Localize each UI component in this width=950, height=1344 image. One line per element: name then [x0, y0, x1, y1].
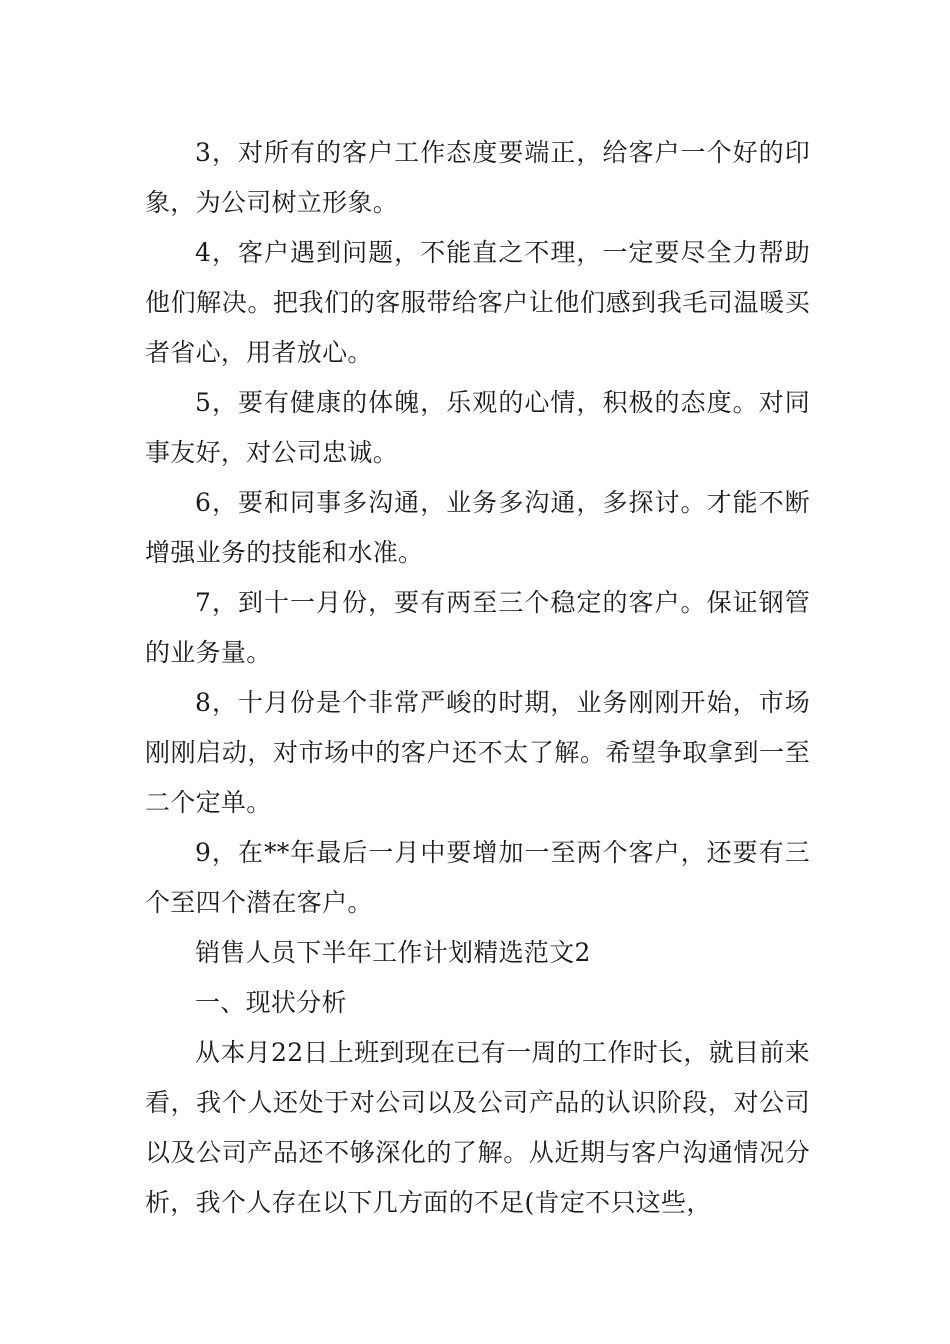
paragraph-item-6: 6，要和同事多沟通，业务多沟通，多探讨。才能不断增强业务的技能和水准。 — [145, 488, 810, 567]
paragraph-item-9: 9，在**年最后一月中要增加一至两个客户，还要有三个至四个潜在客户。 — [145, 838, 810, 917]
document-body — [145, 128, 810, 1228]
body-paragraph: 从本月22日上班到现在已有一周的工作时长，就目前来看，我个人还处于对公司以及公司产品的认识阶段，对公司以及公司产品还不够深化的了解。从近期与客户沟通情况分析，我个人存在以下几方面的不足(肯定不只这些， — [145, 1038, 810, 1217]
section-title: 销售人员下半年工作计划精选范文2 — [195, 938, 591, 967]
paragraph-item-3: 3，对所有的客户工作态度要端正，给客户一个好的印象，为公司树立形象。 — [145, 138, 810, 217]
paragraph-item-5: 5，要有健康的体魄，乐观的心情，积极的态度。对同事友好，对公司忠诚。 — [145, 388, 810, 467]
subsection-heading: 一、现状分析 — [195, 988, 347, 1017]
paragraph-item-8: 8，十月份是个非常严峻的时期，业务刚刚开始，市场刚刚启动，对市场中的客户还不太了解。希望争取拿到一至二个定单。 — [145, 688, 810, 817]
paragraph-item-4: 4，客户遇到问题，不能直之不理，一定要尽全力帮助他们解决。把我们的客服带给客户让他们感到我毛司温暖买者省心，用者放心。 — [145, 238, 810, 367]
paragraph-item-7: 7，到十一月份，要有两至三个稳定的客户。保证钢管的业务量。 — [145, 588, 810, 667]
